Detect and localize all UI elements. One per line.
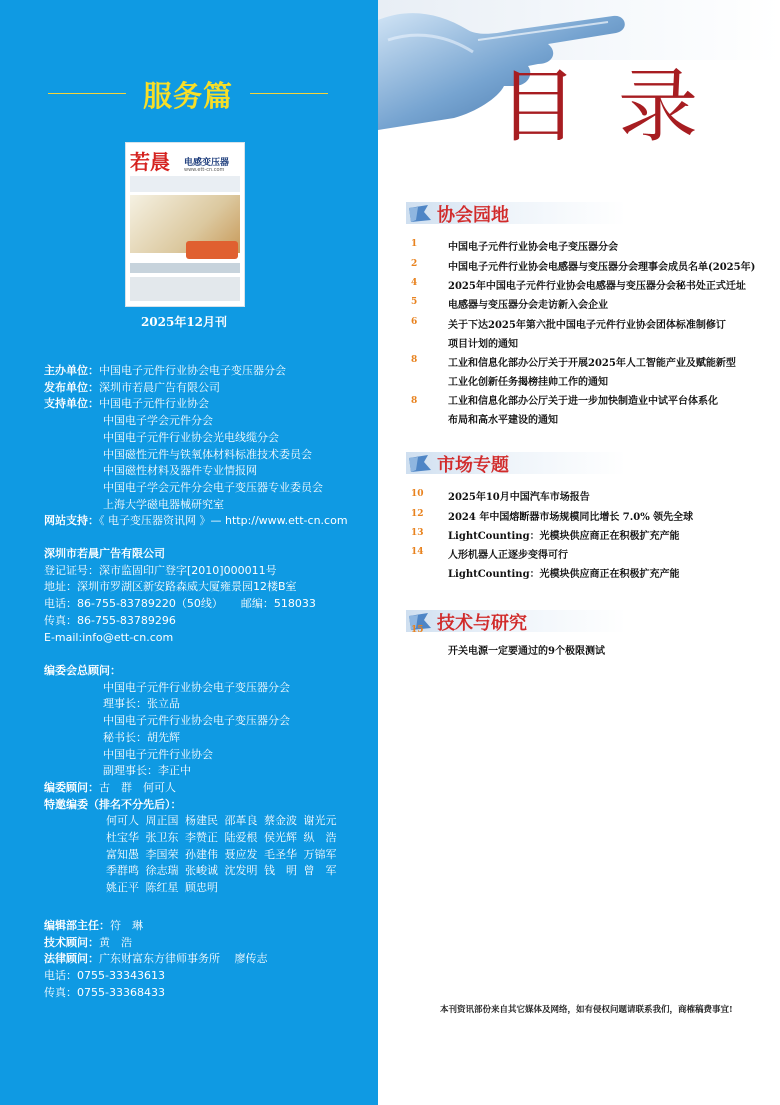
toc-item-continued[interactable]: 布局和高水平建设的通知 [448, 415, 558, 426]
toc-item[interactable]: 中国电子元件行业协会电感器与变压器分会理事会成员名单(2025年) [448, 262, 756, 273]
cover-band [130, 263, 240, 273]
section-title: 市场专题 [437, 455, 509, 476]
editor-names-row: 姚正平 陈红星 顾忠明 [106, 881, 218, 895]
right-panel [378, 0, 780, 1105]
tech-advisor-row: 技术顾问：黄 浩 [44, 935, 132, 949]
page-number: 15 [411, 625, 424, 635]
company-name: 深圳市若晨广告有限公司 [44, 547, 165, 560]
support-item: 中国电子元件行业协会光电线缆分会 [103, 430, 279, 444]
section-title: 协会园地 [437, 205, 509, 226]
committee-line: 中国电子元件行业协会电子变压器分会 [103, 714, 290, 728]
phone-2: 电话：0755-33343613 [44, 969, 165, 983]
page-number: 2 [411, 259, 418, 269]
magazine-cover [125, 142, 245, 307]
toc-item[interactable]: 2025年中国电子元件行业协会电感器与变压器分会秘书处正式迁址 [448, 281, 746, 292]
toc-item[interactable]: 工业和信息化部办公厅关于进一步加快制造业中试平台体系化 [448, 396, 718, 407]
cover-footer-band [130, 277, 240, 301]
page-number: 13 [411, 528, 424, 538]
editor-chief-row: 编辑部主任：符 琳 [44, 919, 143, 932]
editor-names-row: 杜宝华 张卫东 李赞正 陆爱根 侯光辉 纵 浩 [106, 831, 337, 845]
section-title: 技术与研究 [437, 613, 527, 634]
page-number: 8 [411, 396, 418, 406]
website-row: 网站支持：《 电子变压器资讯网 》— http://www.ett-cn.com [44, 514, 348, 528]
toc-item-continued[interactable]: 工业化创新任务揭榜挂帅工作的通知 [448, 377, 608, 388]
support-item: 中国电子学会元件分会 [103, 414, 213, 428]
flag-icon [406, 452, 436, 474]
editor-names-row: 何可人 周正国 杨建民 邵革良 蔡金波 谢光元 [106, 814, 337, 828]
page-number: 6 [411, 317, 418, 327]
cover-brand: 若晨 [130, 150, 170, 174]
toc-item[interactable]: 关于下达2025年第六批中国电子元件行业协会团体标准制修订 [448, 320, 726, 331]
page-number: 12 [411, 509, 424, 519]
committee-label: 编委会总顾问： [44, 664, 121, 677]
flag-icon [406, 202, 436, 224]
service-title [48, 74, 328, 115]
toc-item[interactable]: 电感器与变压器分会走访新入会企业 [448, 300, 608, 311]
publisher-row: 发布单位：深圳市若晨广告有限公司 [44, 380, 220, 394]
advisor-row: 编委顾问：古 群 何可人 [44, 780, 176, 794]
toc-item[interactable]: 开关电源一定要通过的9个极限测试 [448, 646, 605, 657]
editor-names-row: 富知愚 李国荣 孙建伟 聂应发 毛圣华 万锦军 [106, 847, 337, 861]
toc-item[interactable]: 人形机器人正逐步变得可行 [448, 550, 568, 561]
address: 地址：深圳市罗湖区新安路森威大厦雍景园12楼B室 [44, 580, 297, 594]
toc-item[interactable]: 中国电子元件行业协会电子变压器分会 [448, 242, 618, 253]
toc-item[interactable]: 工业和信息化部办公厅关于开展2025年人工智能产业及赋能新型 [448, 358, 736, 369]
committee-line: 中国电子元件行业协会 [103, 747, 213, 761]
page-number: 8 [411, 355, 418, 365]
issue-date: 2025年12月刊 [140, 315, 228, 329]
toc-item-continued[interactable]: 项目计划的通知 [448, 339, 518, 350]
page-number: 10 [411, 489, 424, 499]
website-link[interactable]: 《 电子变压器资讯网 》— http://www.ett-cn.com [99, 514, 348, 528]
toc-item[interactable]: LightCounting：光模块供应商正在积极扩充产能 [448, 569, 680, 580]
page-number: 5 [411, 297, 418, 307]
service-title-text: 服务篇 [142, 79, 233, 113]
committee-line: 中国电子元件行业协会电子变压器分会 [103, 680, 290, 694]
support-item: 中国磁性材料及器件专业情报网 [103, 464, 257, 478]
company-info [44, 546, 316, 646]
support-item: 中国磁性元件与铁氧体材料标准技术委员会 [103, 447, 312, 461]
special-editors-label: 特邀编委（排名不分先后）： [44, 797, 182, 811]
page-number: 14 [411, 547, 424, 557]
toc-item[interactable]: LightCounting：光模块供应商正在积极扩充产能 [448, 531, 680, 542]
committee-line: 副理事长：李正中 [103, 764, 191, 778]
phone-row: 电话：86-755-83789220（50线） 邮编：518033 [44, 597, 316, 611]
cover-header-strip [130, 176, 240, 192]
toc-item[interactable]: 2024 年中国熔断器市场规模同比增长 7.0% 领先全球 [448, 512, 694, 523]
committee-line: 理事长：张立品 [103, 697, 180, 711]
editor-names-row: 季群鸣 徐志瑞 张峻诚 沈发明 钱 明 曾 军 [106, 864, 337, 878]
page-number: 1 [411, 239, 418, 249]
support-row: 支持单位：中国电子元件行业协会 [44, 397, 209, 411]
registration: 登记证号：深市监固印广登字[2010]000011号 [44, 563, 277, 577]
title-rule-left [48, 93, 126, 94]
toc-item[interactable]: 2025年10月中国汽车市场报告 [448, 492, 590, 503]
email-link[interactable]: E-mail:info@ett-cn.com [44, 630, 174, 644]
fax: 传真：86-755-83789296 [44, 613, 176, 627]
support-item: 中国电子学会元件分会电子变压器专业委员会 [103, 480, 323, 494]
committee-line: 秘书长：胡先辉 [103, 730, 180, 744]
cover-product-image-2 [186, 241, 238, 259]
committee-info [44, 663, 336, 897]
sponsor-row: 主办单位：中国电子元件行业协会电子变压器分会 [44, 364, 286, 377]
left-panel [0, 0, 378, 1105]
publisher-info [44, 363, 348, 530]
staff-info [44, 918, 268, 1002]
copyright-notice: 本刊资讯部份来自其它媒体及网络，如有侵权问题请联系我们，商榷稿费事宜! [440, 1005, 733, 1015]
cover-magazine-name: 电感变压器 [184, 158, 230, 168]
cover-url: www.ett-cn.com [184, 167, 225, 173]
fax-2: 传真：0755-33368433 [44, 985, 165, 999]
page-number: 4 [411, 278, 418, 288]
toc-title: 目录 [498, 60, 738, 153]
support-item: 上海大学磁电器械研究室 [103, 497, 224, 511]
legal-advisor-row: 法律顾问：广东财富东方律师事务所 廖传志 [44, 952, 268, 966]
title-rule-right [250, 93, 328, 94]
